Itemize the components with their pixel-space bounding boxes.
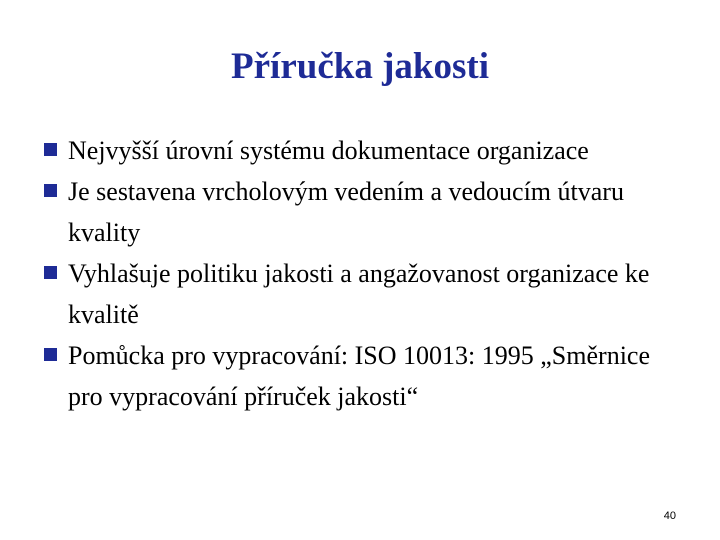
bullet-text: Vyhlašuje politiku jakosti a angažovanost organizace ke kvalitě xyxy=(68,259,650,329)
bullet-text: Pomůcka pro vypracování: ISO 10013: 1995 „Směrnice pro vypracování příruček jakosti“ xyxy=(68,341,650,411)
page-number: 40 xyxy=(663,510,676,522)
square-bullet-icon xyxy=(44,348,57,361)
square-bullet-icon xyxy=(44,143,57,156)
bullet-item xyxy=(44,335,684,417)
bullet-text: Je sestavena vrcholovým vedením a vedoucím útvaru kvality xyxy=(68,177,624,247)
bullet-item xyxy=(44,130,684,171)
bullet-text: Nejvyšší úrovní systému dokumentace organizace xyxy=(68,136,589,165)
bullet-item xyxy=(44,253,684,335)
square-bullet-icon xyxy=(44,266,57,279)
slide-title: Příručka jakosti xyxy=(231,46,489,87)
square-bullet-icon xyxy=(44,184,57,197)
bullet-item xyxy=(44,171,684,253)
bullet-list xyxy=(44,130,684,417)
